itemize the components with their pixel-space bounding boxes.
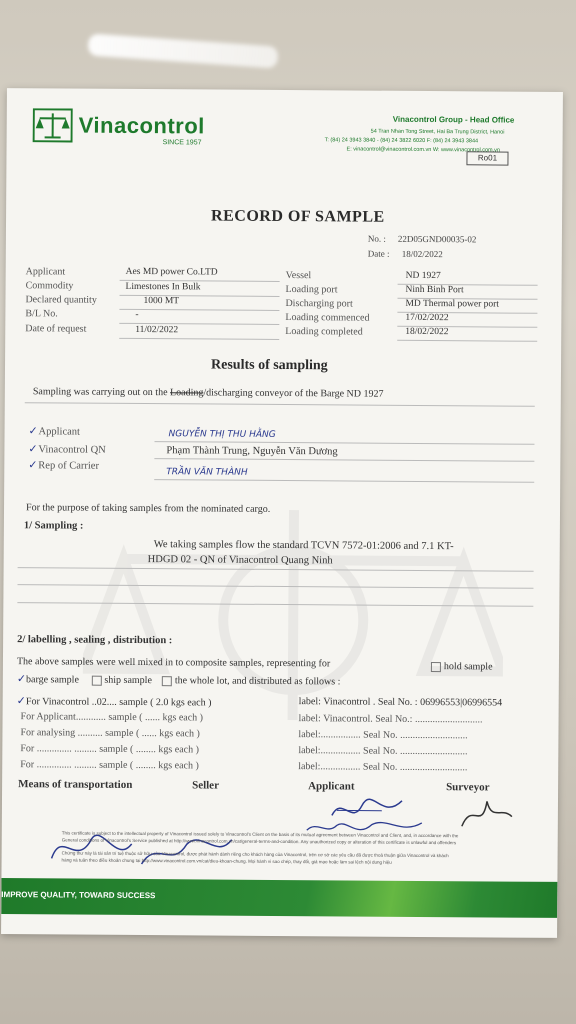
discharging-port-label: Discharging port [285,298,353,310]
hold-sample-checkbox[interactable] [431,662,441,672]
logo-since: SINCE 1957 [162,139,202,147]
fine-print-2: General conditions of Vinacontrol's Service published at http://www.vinacontrol.com.vn/cat/general-terms-and-condition. Any unauthorized copy or alteration of this certificate is unlawful and offenders [61,837,457,846]
people-vinacontrol-value: Phạm Thành Trung, Nguyễn Văn Dương [166,445,338,458]
record-of-sample-document [1,88,563,938]
distribution-label-applicant: label: Vinacontrol. Seal No.: ........................... [298,713,483,726]
ship-sample-checkbox[interactable] [91,675,101,685]
no-value: 22D05GND00035-02 [397,233,477,245]
results-heading: Results of sampling [210,357,328,374]
distribution-label-analysing: label:................ Seal No. ........................... [298,729,468,742]
sampling-heading: 1/ Sampling : [23,520,84,532]
distribution-label-other-1: label:................ Seal No. ........................... [298,745,468,758]
distribution-row-other-2: For .............. ......... sample ( ........ kgs each ) [20,759,199,772]
bl-no-value: - [135,309,139,320]
distribution-label-vinacontrol: label: Vinacontrol . Seal No. : 06996553|06996554 [298,696,503,709]
declared-quantity-label: Declared quantity [25,294,97,306]
applicant-label: Applicant [25,266,66,278]
people-carrier-value: TRẦN VĂN THÀNH [166,467,248,478]
purpose-text: For the purpose of taking samples from the nominated cargo. [25,502,271,515]
sampling-text-line1: We taking samples flow the standard TCVN 7572-01:2006 and 7.1 KT- [153,539,454,553]
sampling-location [33,386,384,399]
office-title: Vinacontrol Group - Head Office [392,114,515,125]
date-value: 18/02/2022 [401,248,443,260]
hold-sample-option[interactable]: hold sample [431,661,493,672]
loading-commenced-label: Loading commenced [285,312,370,324]
distribution-row-vinacontrol: ✓For Vinacontrol ..02.... sample ( 2.0 kgs each ) [16,695,212,709]
labelling-heading: 2/ labelling , sealing , distribution : [17,634,173,647]
whole-lot-checkbox[interactable] [162,676,172,686]
surveyor-heading: Surveyor [446,781,490,794]
office-address: 54 Tran Nhan Tong Street, Hai Ba Trung District, Hanoi [370,128,505,136]
seller-transport-signatures [41,818,241,879]
whole-lot-label: the whole lot, and distributed as follows : [174,675,341,688]
date-label: Date : [367,248,390,259]
distribution-row-applicant: For Applicant............ sample ( ...... kgs each ) [20,711,204,724]
date-of-request-label: Date of request [25,323,87,335]
checkmark-icon: ✓ [16,695,26,708]
vinacontrol-logo-icon [33,108,73,142]
loading-commenced-value: 17/02/2022 [405,312,449,324]
sampling-text-line2: HDGD 02 - QN of Vinacontrol Quang Ninh [147,554,333,567]
carried-rest: /discharging conveyor of the Barge ND 1927 [203,387,384,400]
applicant-heading: Applicant [308,780,355,793]
loading-completed-value: 18/02/2022 [405,326,449,338]
labelling-line1: The above samples were well mixed in to composite samples, representing for [16,656,331,670]
fine-print-3: Chứng thư này là tài sản trí tuệ thuộc sở hữu của Vinacontrol, được phát hành dành riêng cho khách hàng của Vinacontrol, trên cơ sở các yêu cầu đã được thoả thuận giữa Vinacontrol và khách [61,850,449,859]
seller-heading: Seller [192,779,220,792]
checkmark-icon: ✓ [16,673,27,686]
commodity-value: Limestones In Bulk [125,281,201,293]
footer-slogan: IMPROVE QUALITY, TOWARD SUCCESS [1,890,156,901]
people-vinacontrol-label: Vinacontrol QN [38,444,106,456]
light-glare [87,33,278,68]
people-applicant-value: NGUYỄN THỊ THU HẰNG [168,429,276,440]
vessel-label: Vessel [285,270,312,282]
barge-sample-label: barge sample [26,674,79,686]
company-logo-text: Vinacontrol [78,112,205,139]
ship-sample-label: ship sample [104,674,152,687]
loading-port-value: Ninh Binh Port [405,284,464,296]
checkmark-icon: ✓ [28,443,38,456]
loading-completed-label: Loading completed [285,326,363,338]
vessel-value: ND 1927 [405,270,441,282]
loading-port-label: Loading port [285,284,338,296]
document-title: RECORD OF SAMPLE [211,207,385,226]
commodity-label: Commodity [25,280,74,292]
fine-print-4: hàng và tuân theo điều khoản chung tại http://www.vinacontrol.com.vn/cat/dieu-khoan-chung. Mọi hành vi sao chép, thay đổi, giả mạo hoặc làm sai lệch nội dung hiệu [61,857,392,865]
distribution-label-other-2: label:................ Seal No. ........................... [298,761,468,774]
carried-text: Sampling was carrying out on the [32,386,168,399]
no-label: No. : [367,233,386,244]
declared-quantity-value: 1000 MT [143,296,180,307]
transport-heading: Means of transportation [18,778,133,791]
fine-print-1: This certificate is subject to the intellectual property of Vinacontrol issued solely to Vinacontrol's Client on the basis of its mutual agreement between Vinacontrol and Client, and, in accordance with the [61,830,459,839]
applicant-value: Aes MD power Co.LTD [125,266,218,278]
bl-no-label: B/L No. [25,308,58,320]
form-code-box: Ro01 [466,151,508,165]
checkmark-icon: ✓ [28,459,38,472]
people-carrier-label: Rep of Carrier [38,460,100,472]
people-applicant-label: Applicant [38,426,81,438]
office-phone: T: (84) 24 3943 3840 - (84) 24 3822 6020 F: (84) 24 3943 3844 [324,137,479,145]
sample-type-row [17,672,341,687]
distribution-row-other-1: For .............. ......... sample ( ........ kgs each ) [20,743,199,756]
discharging-port-value: MD Thermal power port [405,298,499,310]
date-of-request-value: 11/02/2022 [135,324,179,336]
office-email: E: vinacontrol@vinacontrol.com.vn W: www.vinacontrol.com.vn [346,146,500,154]
distribution-row-analysing: For analysing .......... sample ( ...... kgs each ) [20,727,200,740]
struck-word: Loading [170,387,204,399]
checkmark-icon: ✓ [28,425,38,438]
surveyor-signature [452,791,522,836]
